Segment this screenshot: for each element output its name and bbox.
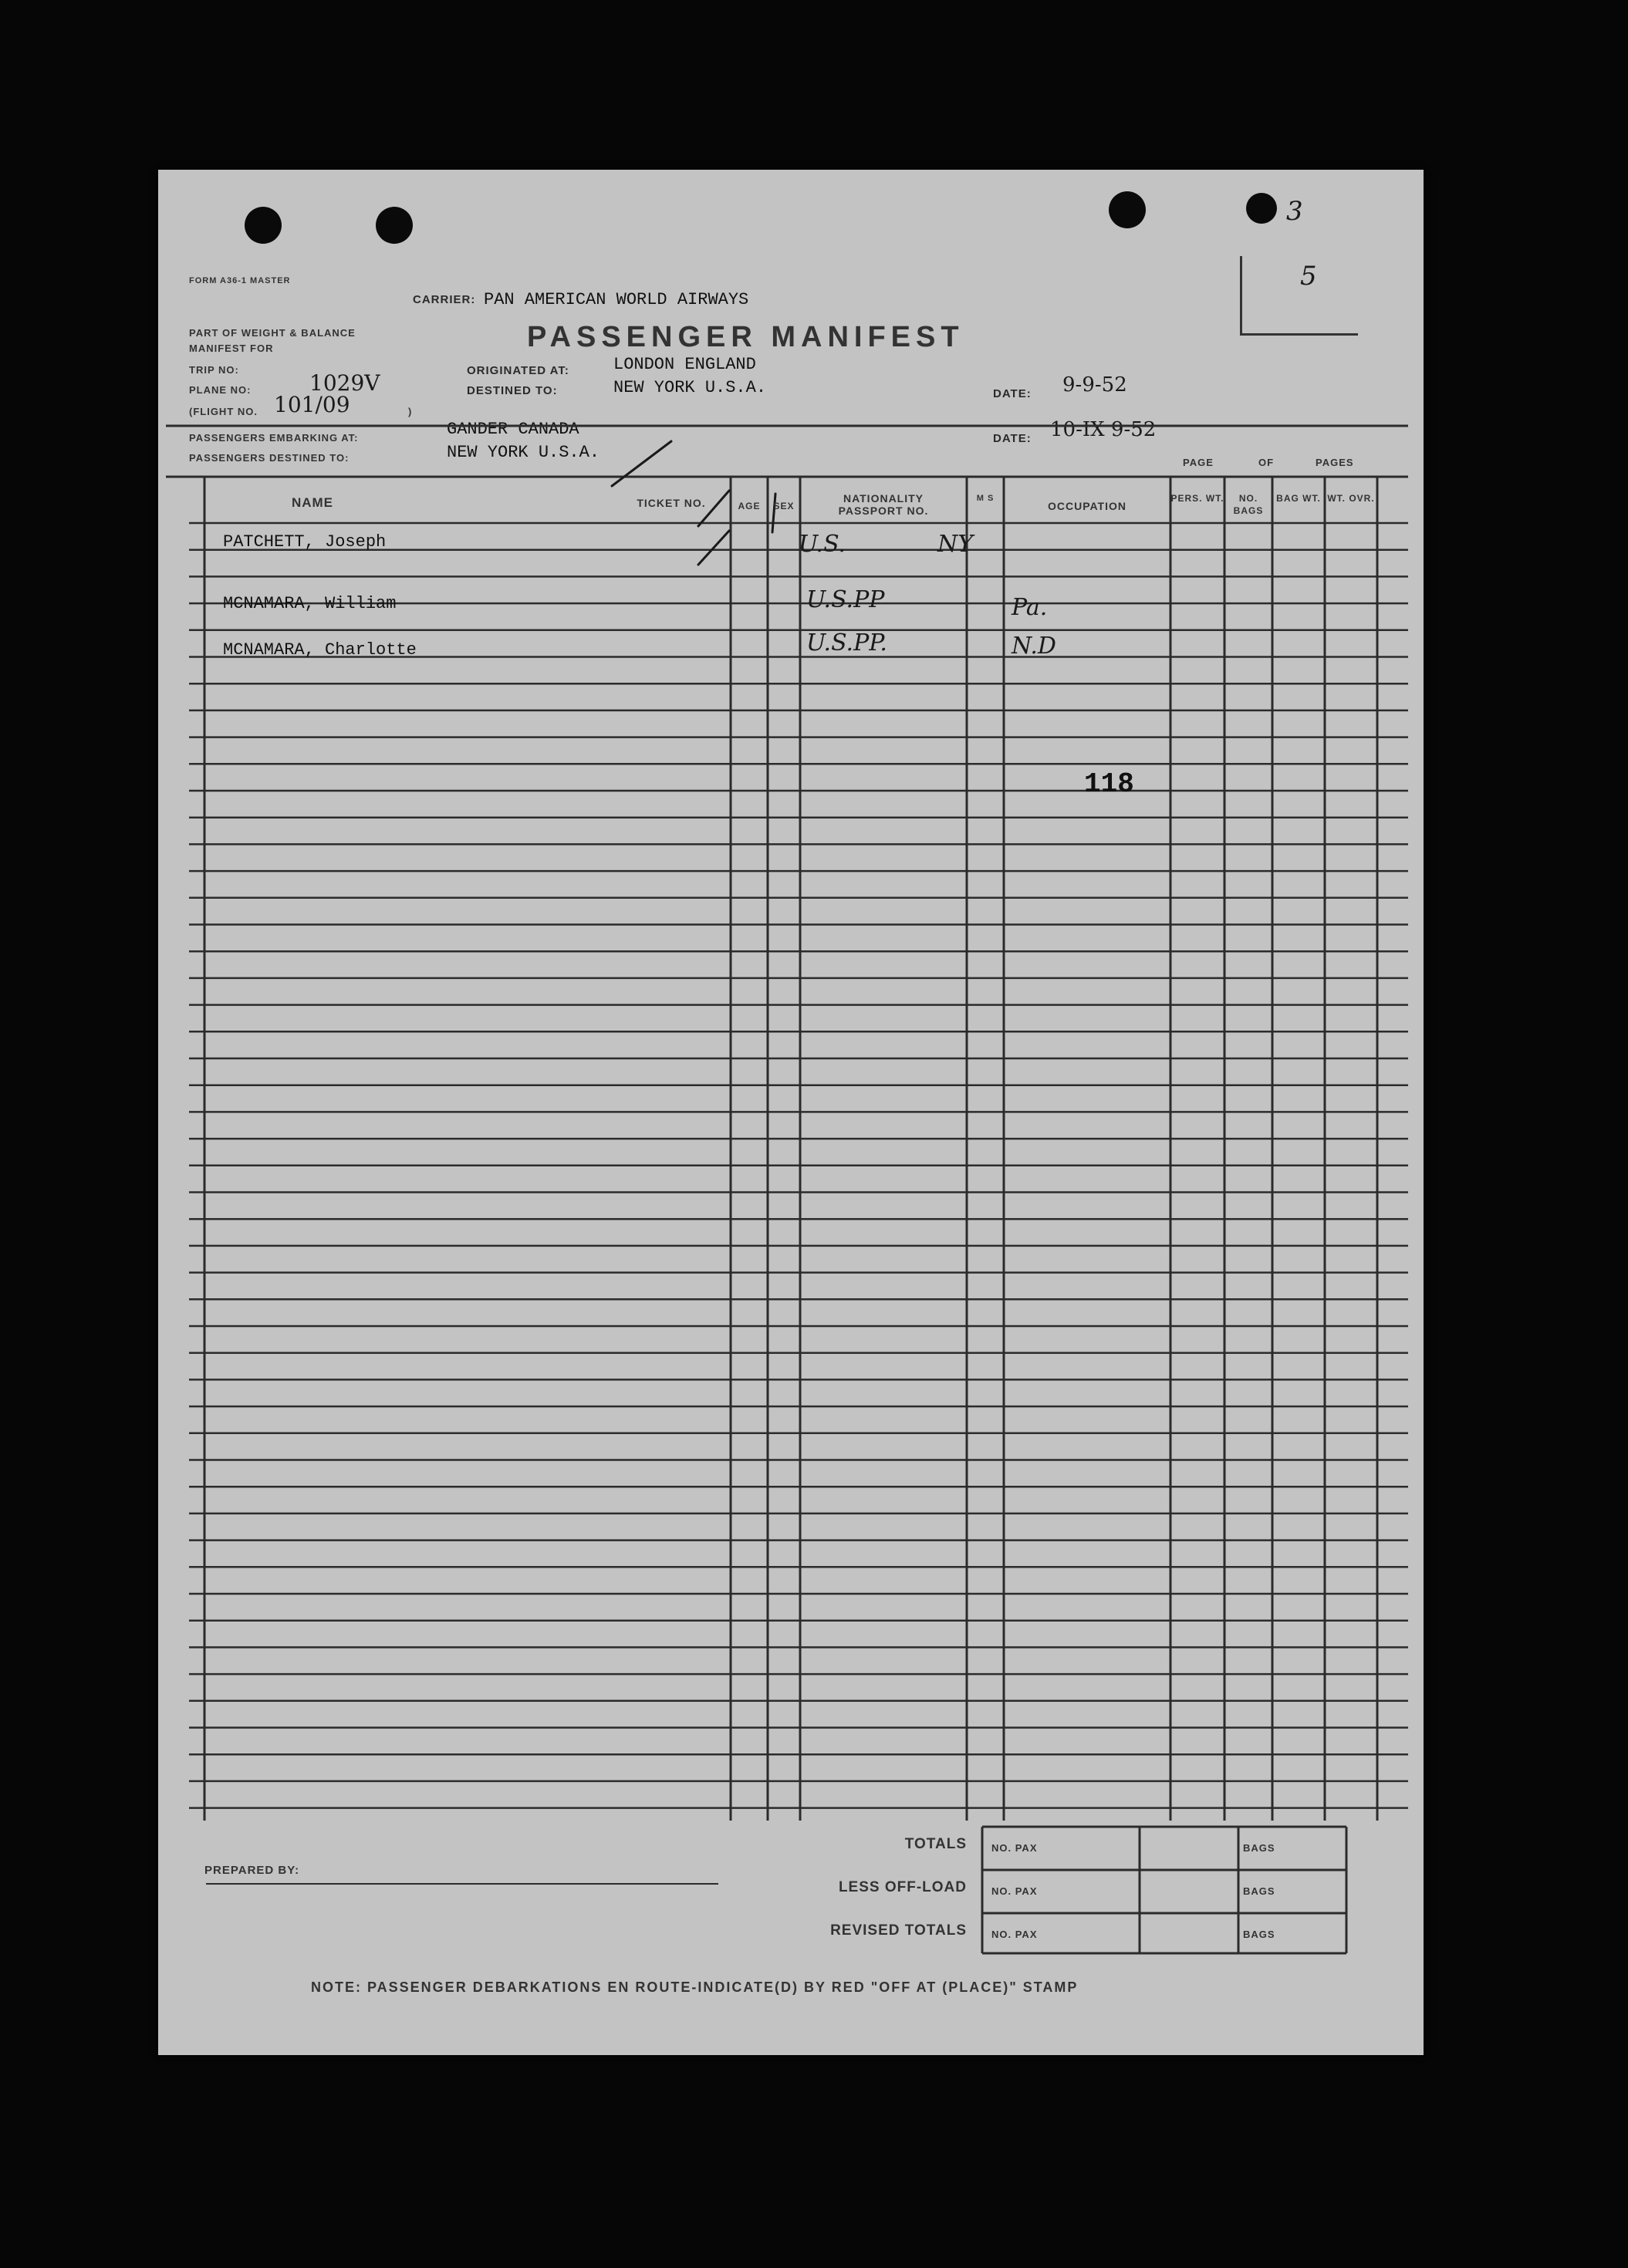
embarking-value: GANDER CANADA — [447, 420, 579, 439]
col-ms: M S — [976, 494, 995, 503]
less-offload-label: LESS OFF-LOAD — [838, 1879, 967, 1895]
destined-label: DESTINED TO: — [467, 384, 558, 397]
date-value: 9-9-52 — [1062, 373, 1127, 397]
prepared-by-label: PREPARED BY: — [204, 1864, 300, 1877]
ticket-check-mark — [612, 441, 671, 486]
flight-close: ) — [408, 406, 413, 417]
pages-label: PAGES — [1316, 457, 1354, 468]
totals-label: TOTALS — [904, 1836, 967, 1852]
no-pax-label: NO. PAX — [991, 1929, 1038, 1940]
ticket-check-mark — [698, 531, 729, 565]
destined2-label: PASSENGERS DESTINED TO: — [189, 452, 350, 464]
page-label: PAGE — [1183, 457, 1214, 468]
col-age: AGE — [738, 501, 761, 511]
originated-value: LONDON ENGLAND — [613, 355, 756, 374]
bags-label: BAGS — [1243, 1885, 1275, 1897]
date2-value: 10-IX 9-52 — [1050, 418, 1157, 441]
col-pers-wt: PERS. WT. — [1170, 493, 1224, 504]
manifest-for-label: MANIFEST FOR — [189, 343, 274, 354]
corner-mark: 5 — [1300, 261, 1317, 292]
flight-label: (FLIGHT NO. — [189, 406, 258, 417]
table-grid — [158, 170, 1424, 2055]
bags-label: BAGS — [1243, 1929, 1275, 1940]
col-name: NAME — [291, 495, 334, 510]
carrier-label: CARRIER: — [413, 293, 476, 306]
col-no-bags: NO. BAGS — [1233, 493, 1264, 516]
passenger-name: MCNAMARA, Charlotte — [223, 640, 417, 660]
footer-note: NOTE: PASSENGER DEBARKATIONS EN ROUTE-INDICATE(D) BY RED "OFF AT (PLACE)" STAMP — [311, 1979, 1079, 1995]
plane-number: 1029V — [309, 370, 380, 396]
date2-label: DATE: — [993, 432, 1032, 445]
col-nationality: NATIONALITY PASSPORT NO. — [838, 492, 929, 517]
passenger-name: PATCHETT, Joseph — [223, 532, 387, 552]
of-label: OF — [1258, 457, 1275, 468]
form-number: FORM A36-1 MASTER — [189, 276, 291, 285]
col-sex: SEX — [773, 501, 795, 511]
flight-number: 101/09 — [274, 392, 350, 417]
passenger-name: MCNAMARA, William — [223, 594, 397, 613]
passenger-ms: NY — [937, 531, 974, 558]
passenger-nationality: U.S.PP — [806, 586, 885, 613]
no-pax-label: NO. PAX — [991, 1842, 1038, 1854]
revised-totals-label: REVISED TOTALS — [830, 1922, 967, 1939]
date-label: DATE: — [993, 387, 1032, 400]
manifest-sheet — [158, 170, 1424, 2055]
col-wt-ovr: WT. OVR. — [1327, 493, 1375, 504]
corner-mark: 3 — [1286, 196, 1303, 227]
passenger-occupation: Pa. — [1012, 594, 1048, 621]
passenger-nationality: U.S.PP. — [806, 629, 887, 656]
stamp-number: 118 — [1084, 768, 1134, 800]
embarking-label: PASSENGERS EMBARKING AT: — [189, 432, 359, 444]
destined2-value: NEW YORK U.S.A. — [447, 443, 600, 462]
trip-label: TRIP NO: — [189, 364, 239, 376]
bags-label: BAGS — [1243, 1842, 1275, 1854]
passenger-nationality: U.S. — [799, 531, 846, 558]
no-pax-label: NO. PAX — [991, 1885, 1038, 1897]
passenger-occupation: N.D — [1012, 633, 1056, 660]
carrier: PAN AMERICAN WORLD AIRWAYS — [484, 290, 749, 309]
originated-label: ORIGINATED AT: — [467, 364, 569, 377]
destined-value: NEW YORK U.S.A. — [613, 378, 767, 397]
col-bag-wt: BAG WT. — [1276, 493, 1321, 504]
plane-label: PLANE NO: — [189, 384, 252, 396]
page-title: PASSENGER MANIFEST — [527, 321, 964, 353]
part-of-label: PART OF WEIGHT & BALANCE — [189, 327, 356, 339]
col-occupation: OCCUPATION — [1047, 500, 1127, 512]
col-ticket: TICKET NO. — [637, 497, 706, 509]
